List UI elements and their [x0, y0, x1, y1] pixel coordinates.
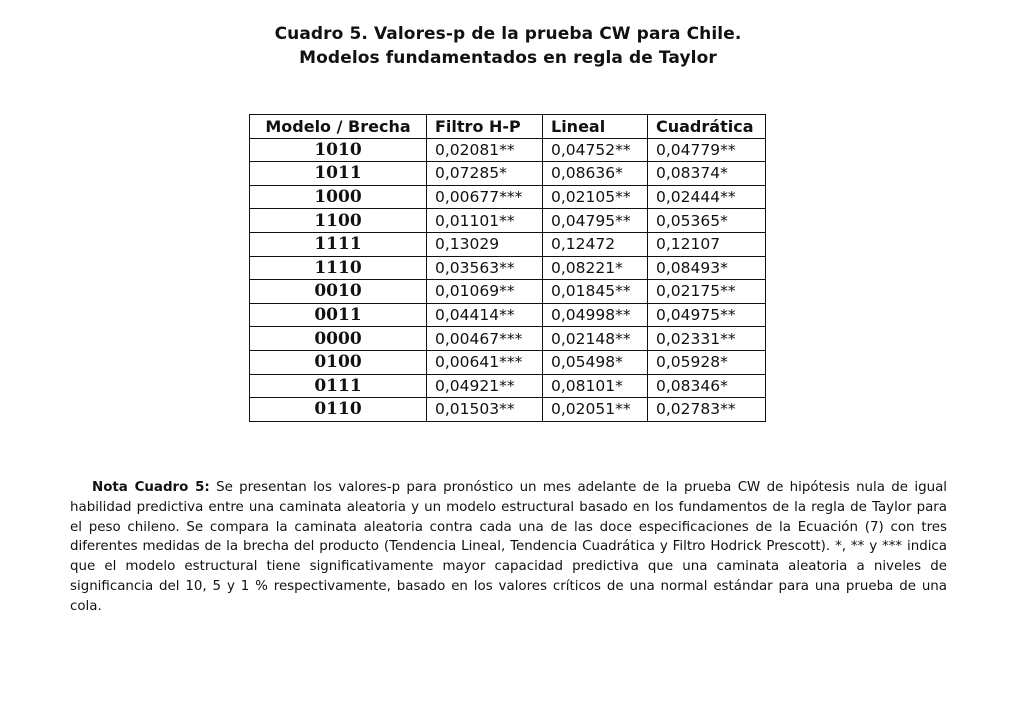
cuadratica-cell: 0,02175** — [648, 280, 766, 304]
filtro-hp-cell: 0,00641*** — [427, 350, 543, 374]
table-row — [250, 374, 766, 398]
model-cell: 1000 — [250, 185, 427, 209]
cuadratica-cell: 0,12107 — [648, 232, 766, 256]
cuadratica-cell: 0,02444** — [648, 185, 766, 209]
lineal-cell: 0,12472 — [543, 232, 648, 256]
table-row — [250, 256, 766, 280]
table-note — [70, 478, 947, 617]
filtro-hp-cell: 0,01069** — [427, 280, 543, 304]
filtro-hp-cell: 0,02081** — [427, 138, 543, 162]
note-text: Se presentan los valores-p para pronóstico un mes adelante de la prueba CW de hipótesis nula de igual habilidad predictiva entre una caminata aleatoria y un modelo estructural basado en los fundamentos de la regla de Taylor para el peso chileno. Se compara la caminata aleatoria contra cada una de las doce especificaciones de la Ecuación (7) con tres diferentes medidas de la brecha del producto (Tendencia Lineal, Tendencia Cuadrática y Filtro Hodrick Prescott). *, ** y *** indica que el modelo estructural tiene significativamente mayor capacidad predictiva que una caminata aleatoria a niveles de significancia del 10, 5 y 1 % respectivamente, basado en los valores críticos de una normal estándar para una prueba de una cola. — [70, 480, 947, 614]
table-row — [250, 209, 766, 233]
cuadratica-cell: 0,02331** — [648, 327, 766, 351]
model-cell: 0011 — [250, 303, 427, 327]
model-cell: 0000 — [250, 327, 427, 351]
note-label: Nota Cuadro 5: — [92, 480, 210, 495]
model-cell: 1110 — [250, 256, 427, 280]
lineal-cell: 0,05498* — [543, 350, 648, 374]
lineal-cell: 0,08636* — [543, 162, 648, 186]
cuadratica-cell: 0,02783** — [648, 398, 766, 422]
filtro-hp-cell: 0,04921** — [427, 374, 543, 398]
lineal-cell: 0,02105** — [543, 185, 648, 209]
header-cuadratica: Cuadrática — [648, 115, 766, 139]
cuadratica-cell: 0,08493* — [648, 256, 766, 280]
lineal-cell: 0,01845** — [543, 280, 648, 304]
filtro-hp-cell: 0,03563** — [427, 256, 543, 280]
cuadratica-cell: 0,08374* — [648, 162, 766, 186]
cuadratica-cell: 0,05365* — [648, 209, 766, 233]
model-cell: 0111 — [250, 374, 427, 398]
model-cell: 1100 — [250, 209, 427, 233]
lineal-cell: 0,08221* — [543, 256, 648, 280]
model-cell: 0110 — [250, 398, 427, 422]
model-cell: 0010 — [250, 280, 427, 304]
filtro-hp-cell: 0,00467*** — [427, 327, 543, 351]
header-modelo-brecha: Modelo / Brecha — [250, 115, 427, 139]
table-row — [250, 138, 766, 162]
table-row — [250, 303, 766, 327]
header-lineal: Lineal — [543, 115, 648, 139]
filtro-hp-cell: 0,00677*** — [427, 185, 543, 209]
lineal-cell: 0,08101* — [543, 374, 648, 398]
cuadratica-cell: 0,05928* — [648, 350, 766, 374]
header-filtro-hp: Filtro H-P — [427, 115, 543, 139]
table-row — [250, 280, 766, 304]
table-caption — [0, 22, 1010, 70]
model-cell: 1010 — [250, 138, 427, 162]
table-row — [250, 327, 766, 351]
lineal-cell: 0,04752** — [543, 138, 648, 162]
model-cell: 1011 — [250, 162, 427, 186]
cuadratica-cell: 0,04975** — [648, 303, 766, 327]
table-row — [250, 398, 766, 422]
model-cell: 1111 — [250, 232, 427, 256]
filtro-hp-cell: 0,01101** — [427, 209, 543, 233]
table-body — [250, 138, 766, 421]
table-row — [250, 185, 766, 209]
filtro-hp-cell: 0,04414** — [427, 303, 543, 327]
cuadratica-cell: 0,04779** — [648, 138, 766, 162]
caption-line-1: Cuadro 5. Valores-p de la prueba CW para Chile. — [274, 24, 742, 44]
table-row — [250, 162, 766, 186]
table-row — [250, 350, 766, 374]
caption-line-2: Modelos fundamentados en regla de Taylor — [299, 48, 717, 68]
filtro-hp-cell: 0,07285* — [427, 162, 543, 186]
lineal-cell: 0,04795** — [543, 209, 648, 233]
cuadratica-cell: 0,08346* — [648, 374, 766, 398]
model-cell: 0100 — [250, 350, 427, 374]
lineal-cell: 0,02051** — [543, 398, 648, 422]
filtro-hp-cell: 0,01503** — [427, 398, 543, 422]
lineal-cell: 0,04998** — [543, 303, 648, 327]
p-values-table — [249, 114, 766, 422]
lineal-cell: 0,02148** — [543, 327, 648, 351]
filtro-hp-cell: 0,13029 — [427, 232, 543, 256]
header-row — [250, 115, 766, 139]
table-row — [250, 232, 766, 256]
